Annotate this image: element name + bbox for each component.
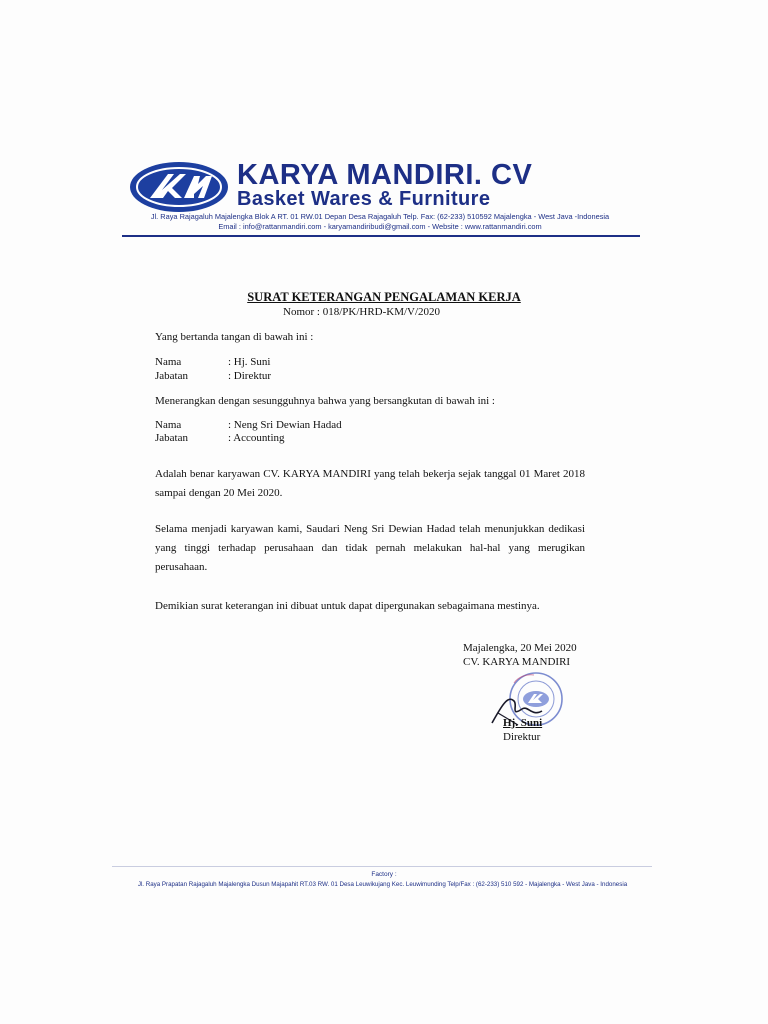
signer-name-label: Nama xyxy=(155,356,182,368)
company-name: KARYA MANDIRI. CV xyxy=(237,159,533,191)
factory-label: Factory : xyxy=(371,871,397,878)
signing-company: CV. KARYA MANDIRI xyxy=(463,656,571,668)
employee-position-label: Jabatan xyxy=(155,432,188,444)
company-address: Jl. Raya Rajagaluh Majalengka Blok A RT. 01 RW.01 Depan Desa Rajagaluh Telp. Fax: (62-233) 510592 Majalengka - West Java -Indonesia xyxy=(150,212,610,221)
km-logo-icon xyxy=(128,160,230,214)
document-title: SURAT KETERANGAN PENGALAMAN KERJA xyxy=(247,290,521,304)
statement-text: Menerangkan dengan sesungguhnya bahwa yang bersangkutan di bawah ini : xyxy=(155,395,495,407)
dedication-paragraph: Selama menjadi karyawan kami, Saudari Neng Sri Dewian Hadad telah menunjukkan dedikasi yang tinggi terhadap perusahaan dan tidak pernah melakukan hal-hal yang merugikan perusahaan. xyxy=(155,523,585,573)
factory-address: Jl. Raya Prapatan Rajagaluh Majalengka Dusun Majapahit RT.03 RW. 01 Desa Leuwikujang Kec. Leuwimunding Telp/Fax : (62-233) 510 592 - Majalengka - West Java - Indonesia xyxy=(137,881,628,888)
letterhead-divider xyxy=(122,235,640,237)
intro-text: Yang bertanda tangan di bawah ini : xyxy=(155,331,314,343)
signer-name: Hj. Suni xyxy=(503,717,543,729)
signer-title: Direktur xyxy=(503,731,541,743)
employee-name-label: Nama xyxy=(155,419,182,431)
company-tagline: Basket Wares & Furniture xyxy=(237,188,491,210)
employee-position-value: : Accounting xyxy=(228,432,285,444)
signer-name-value: : Hj. Suni xyxy=(228,356,271,368)
signer-position-label: Jabatan xyxy=(155,370,188,382)
signer-position-value: : Direktur xyxy=(228,370,272,382)
place-date: Majalengka, 20 Mei 2020 xyxy=(463,642,577,654)
closing-paragraph: Demikian surat keterangan ini dibuat untuk dapat dipergunakan sebagaimana mestinya. xyxy=(155,600,540,612)
employment-paragraph: Adalah benar karyawan CV. KARYA MANDIRI yang telah bekerja sejak tanggal 01 Maret 2018 sampai dengan 20 Mei 2020. xyxy=(155,468,585,499)
company-contact: Email : info@rattanmandiri.com - karyamandiribudi@gmail.com - Website : www.rattanmandiri.com xyxy=(218,222,542,231)
employee-name-value: : Neng Sri Dewian Hadad xyxy=(228,419,342,431)
document-number: Nomor : 018/PK/HRD-KM/V/2020 xyxy=(283,306,441,318)
footer-divider xyxy=(112,866,652,867)
